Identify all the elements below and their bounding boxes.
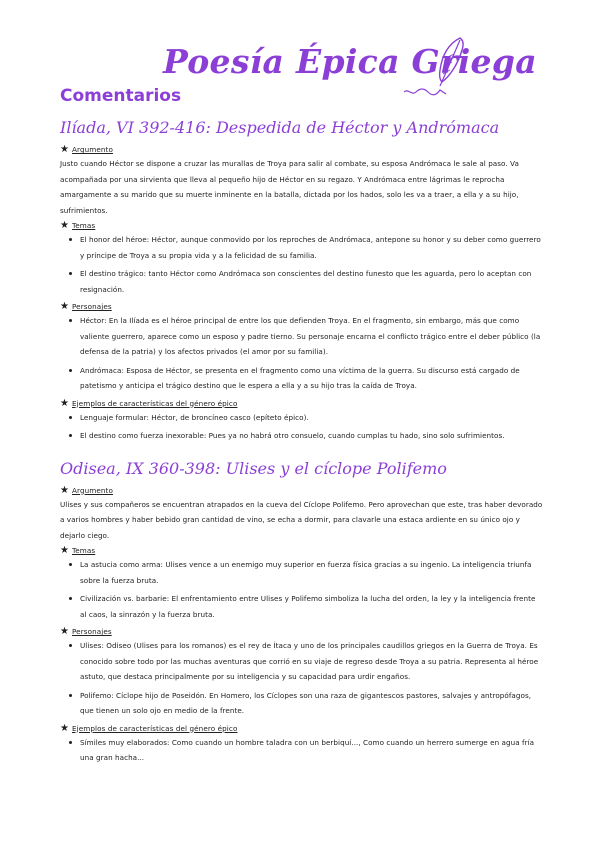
subheading-label: Temas xyxy=(72,221,96,230)
subheading-temas xyxy=(60,219,544,232)
star-icon: ★ xyxy=(60,397,69,409)
subheading-personajes xyxy=(60,300,544,313)
section-heading-iliada: Ilíada, VI 392-416: Despedida de Héctor y Andrómaca xyxy=(60,118,500,137)
content xyxy=(60,118,544,769)
subheading-label: Ejemplos de características del género épico xyxy=(72,723,238,733)
list-item: El destino como fuerza inexorable: Pues ya no habrá otro consuelo, cuando cumplas tu hado, sino solo sufrimientos. xyxy=(60,428,544,444)
list-item: Lenguaje formular: Héctor, de broncíneo casco (epíteto épico). xyxy=(60,410,544,426)
section-heading-odisea: Odisea, IX 360-398: Ulises y el cíclope Polifemo xyxy=(60,458,447,478)
temas-list xyxy=(60,232,544,297)
section-label: Comentarios xyxy=(60,86,182,106)
temas-list xyxy=(60,557,544,622)
list-item: El honor del héroe: Héctor, aunque conmovido por los reproches de Andrómaca, antepone su honor y su deber como guerrero y príncipe de Troya a su propia vida y a la felicidad de su familia. xyxy=(60,232,544,263)
star-icon: ★ xyxy=(60,484,69,496)
argumento-text: Justo cuando Héctor se dispone a cruzar las murallas de Troya para salir al combate, su esposa Andrómaca le sale al paso. Va acompañada por una sirvienta que lleva al pequeño hijo de Héctor en su regazo. Y Andrómaca entre lágrimas le reprocha amargamente a su marido que su muerte inminente en la batalla, dictada por los hados, solo les va a traer, a ella y a su hijo, sufrimientos. xyxy=(60,159,519,215)
subheading-label: Temas xyxy=(72,546,96,555)
subheading-ejemplos xyxy=(60,722,544,735)
subheading-label: Argumento xyxy=(72,145,113,154)
page-title: Poesía Épica Griega xyxy=(163,42,537,81)
star-icon: ★ xyxy=(60,220,69,231)
personajes-list xyxy=(60,638,544,719)
list-item: La astucia como arma: Ulises vence a un enemigo muy superior en fuerza física gracias a su ingenio. La inteligencia triunfa sobre la fuerza bruta. xyxy=(60,557,544,588)
list-item: Ulises: Odiseo (Ulises para los romanos) es el rey de Ítaca y uno de los principales caudillos griegos en la Guerra de Troya. Es conocido sobre todo por las muchas aventuras que corrió en su viaje de regreso desde Troya a su patria. Representa al héroe astuto, que destaca principalmente por su inteligencia y su capacidad para urdir engaños. xyxy=(60,638,544,685)
argumento-text: Ulises y sus compañeros se encuentran atrapados en la cueva del Cíclope Polifemo. Pero aprovechan que este, tras haber devorado a varios hombres y haber bebido gran cantidad de vino, se echa a dormir, para clavarle una estaca ardiente en su único ojo y dejarlo ciego. xyxy=(60,499,543,540)
subheading-label: Personajes xyxy=(72,302,112,311)
star-icon: ★ xyxy=(60,626,69,637)
list-item: El destino trágico: tanto Héctor como Andrómaca son conscientes del destino funesto que les aguarda, pero lo aceptan con resignación. xyxy=(60,266,544,297)
subheading-argumento xyxy=(60,484,544,497)
subheading-label: Ejemplos de características del género épico xyxy=(72,398,238,408)
subheading-temas xyxy=(60,544,544,557)
list-item: Símiles muy elaborados: Como cuando un hombre taladra con un berbiquí..., Como cuando un herrero sumerge en agua fría una gran hacha... xyxy=(60,735,544,766)
subheading-argumento xyxy=(60,143,544,156)
list-item: Polifemo: Cíclope hijo de Poseidón. En Homero, los Cíclopes son una raza de gigantescos pastores, salvajes y antropófagos, que tienen un solo ojo en medio de la frente. xyxy=(60,688,544,719)
subheading-label: Argumento xyxy=(72,485,113,495)
personajes-list xyxy=(60,313,544,394)
subheading-ejemplos xyxy=(60,397,544,410)
list-item: Civilización vs. barbarie: El enfrentamiento entre Ulises y Polifemo simboliza la lucha del orden, la ley y la inteligencia frente al caos, la sinrazón y la fuerza bruta. xyxy=(60,591,544,622)
list-item: Héctor: En la Ilíada es el héroe principal de entre los que defienden Troya. En el fragmento, sin embargo, más que como valiente guerrero, aparece como un esposo y padre tierno. Su personaje encarna el conflicto trágico entre el deber público (la defensa de la patria) y los afectos privados (el amor por su familia). xyxy=(60,313,544,360)
ejemplos-list xyxy=(60,735,544,766)
list-item: Andrómaca: Esposa de Héctor, se presenta en el fragmento como una víctima de la guerra. Su discurso está cargado de patetismo y anticipa el trágico destino que le espera a ella y a su hijo tras la caída de Troya. xyxy=(60,363,544,394)
feather-quill-icon xyxy=(402,36,474,98)
subheading-personajes xyxy=(60,625,544,638)
star-icon: ★ xyxy=(60,545,69,556)
subheading-label: Personajes xyxy=(72,627,112,636)
star-icon: ★ xyxy=(60,722,69,734)
star-icon: ★ xyxy=(60,301,69,312)
star-icon: ★ xyxy=(60,144,69,155)
ejemplos-list xyxy=(60,410,544,444)
